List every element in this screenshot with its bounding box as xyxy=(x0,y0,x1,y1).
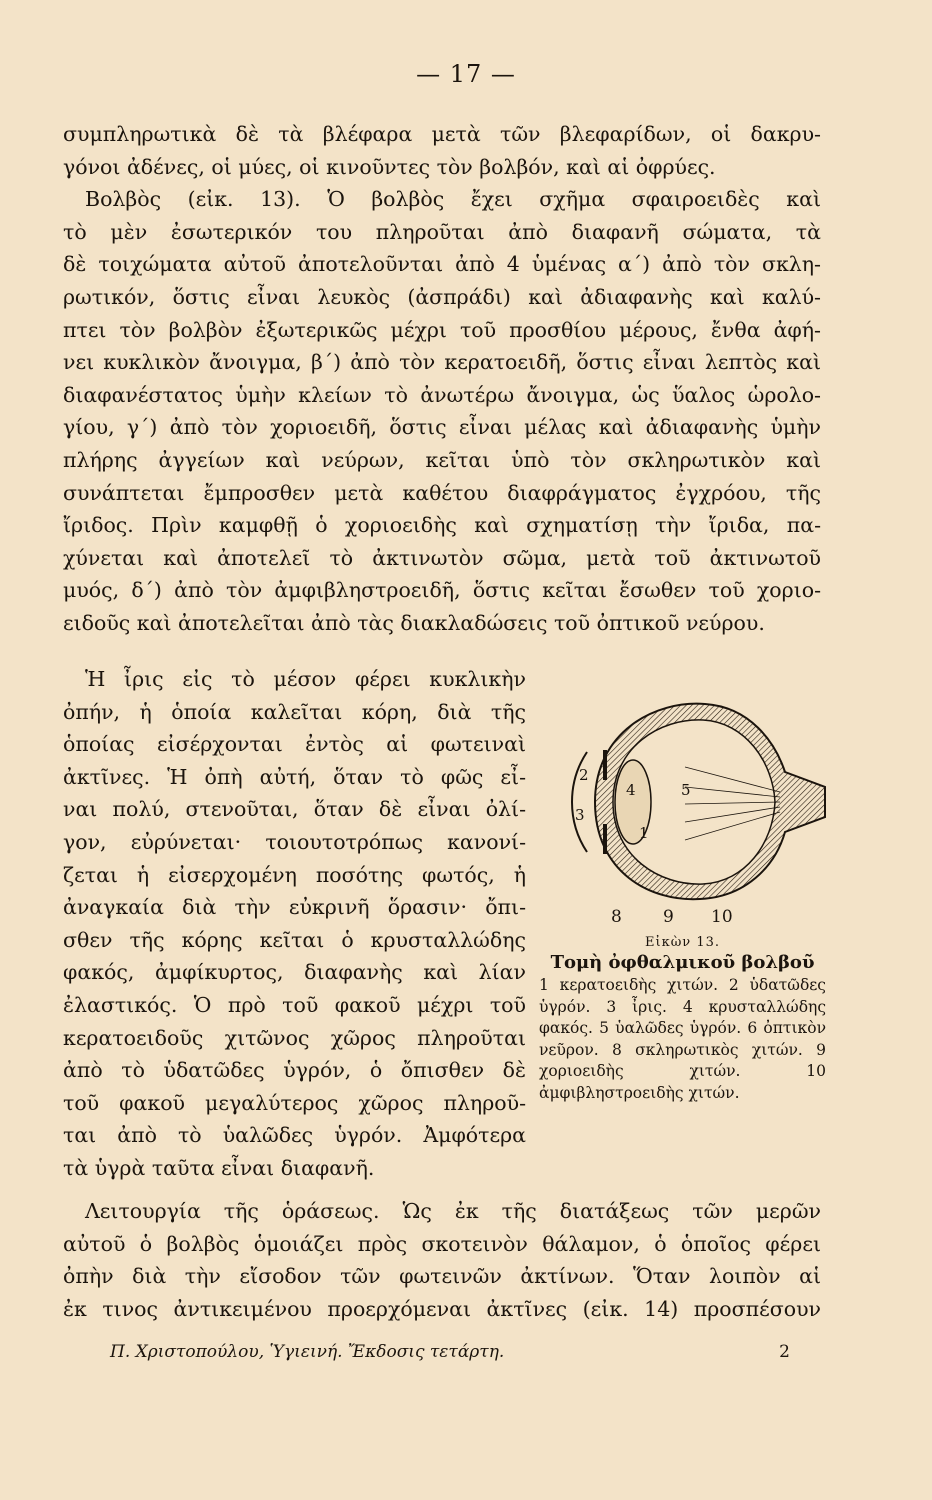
text-line: γόνοι ἀδένες, οἱ μύες, οἱ κινοῦντες τὸν βολβόν, καὶ αἱ ὀφρύες. xyxy=(63,154,716,179)
paragraph-eyeball xyxy=(63,118,821,640)
text-line: ναι πολύ, στενοῦται, ὅταν δὲ εἶναι ὀλί- xyxy=(63,797,526,822)
text-line: συμπληρωτικὰ δὲ τὰ βλέφαρα μετὰ τῶν βλεφαρίδων, οἱ δακρυ- xyxy=(63,122,821,146)
fig-num: 9 xyxy=(663,907,674,927)
text-line: ἴριδος. Πρὶν καμφθῇ ὁ χοριοειδὴς καὶ σχηματίσῃ τὴν ἴριδα, πα- xyxy=(63,513,821,538)
signature-mark: 2 xyxy=(779,1342,790,1362)
text-line: Λειτουργία τῆς ὁράσεως. Ὡς ἐκ τῆς διατάξεως τῶν μερῶν xyxy=(85,1199,821,1223)
text-line: ὀπὴν διὰ τὴν εἴσοδον τῶν φωτεινῶν ἀκτίνων. Ὅταν λοιπὸν αἱ xyxy=(63,1264,821,1289)
page-number: — 17 — xyxy=(416,60,516,88)
footer-source: Π. Χριστοπούλου, Ὑγιεινή. Ἔκδοσις τετάρτη. xyxy=(110,1342,505,1362)
text-line: ἐκ τινος ἀντικειμένου προερχόμεναι ἀκτῖνες (εἰκ. 14) προσπέσουν xyxy=(63,1296,821,1321)
text-line: ὁποίας εἰσέρχονται ἐντὸς αἱ φωτειναὶ xyxy=(63,732,526,757)
fig-num: 10 xyxy=(711,907,733,927)
paragraph-vision xyxy=(63,1195,821,1325)
text-line: πτει τὸν βολβὸν ἐξωτερικῶς μέχρι τοῦ προσθίου μέρους, ἔνθα ἀφή- xyxy=(63,317,821,342)
fig-num: 5 xyxy=(681,781,691,799)
text-line: ἀναγκαία διὰ τὴν εὐκρινῆ ὅρασιν· ὄπι- xyxy=(63,895,526,920)
figure-eye-section xyxy=(535,692,830,1104)
text-line: νει κυκλικὸν ἄνοιγμα, β΄) ἀπὸ τὸν κερατοειδῆ, ὅστις εἶναι λεπτὸς καὶ xyxy=(63,350,821,375)
text-line: δὲ τοιχώματα αὐτοῦ ἀποτελοῦνται ἀπὸ 4 ὑμένας α΄) ἀπὸ τὸν σκλη- xyxy=(63,252,821,277)
text-line: χύνεται καὶ ἀποτελεῖ τὸ ἀκτινωτὸν σῶμα, μετὰ τοῦ ἀκτινωτοῦ xyxy=(63,545,821,570)
page-footer xyxy=(110,1342,790,1362)
text-line: ὀπήν, ἡ ὁποία καλεῖται κόρη, διὰ τῆς xyxy=(63,699,526,724)
text-line: σθεν τῆς κόρης κεῖται ὁ κρυσταλλώδης xyxy=(63,927,526,952)
text-line: κερατοειδοῦς χιτῶνος χῶρος πληροῦται xyxy=(63,1025,526,1050)
text-line: ζεται ἡ εἰσερχομένη ποσότης φωτός, ἡ xyxy=(63,862,526,887)
figure-description: 1 κερατοειδὴς χιτών. 2 ὑδατῶδες ὑγρόν. 3 ἶρις. 4 κρυσταλλώδης φακός. 5 ὑαλῶδες ὑγρόν. 6 ὀπτικὸν νεῦρον. 8 σκληρωτικὸς χιτών. 9 χοριοειδὴς χιτών. 10 ἀμφιβληστροειδὴς χιτών. xyxy=(539,976,826,1102)
fig-num: 8 xyxy=(611,907,622,927)
text-line: Ἡ ἶρις εἰς τὸ μέσον φέρει κυκλικὴν xyxy=(85,667,526,691)
fig-num: 4 xyxy=(626,781,636,799)
figure-caption: Τομὴ ὀφθαλμικοῦ βολβοῦ xyxy=(550,952,815,973)
text-line: μυός, δ΄) ἀπὸ τὸν ἀμφιβληστροειδῆ, ὅστις κεῖται ἔσωθεν τοῦ χοριο- xyxy=(63,578,821,603)
text-line: τὰ ὑγρὰ ταῦτα εἶναι διαφανῆ. xyxy=(63,1155,375,1180)
text-line: ρωτικόν, ὅστις εἶναι λευκὸς (ἀσπράδι) καὶ ἀδιαφανὴς καὶ καλύ- xyxy=(63,284,821,309)
text-line: συνάπτεται ἔμπροσθεν μετὰ καθέτου διαφράγματος ἐγχρόου, τῆς xyxy=(63,480,821,505)
text-line: γον, εὐρύνεται· τοιουτοτρόπως κανονί- xyxy=(63,829,526,854)
figure-label: Εἰκὼν 13. xyxy=(644,935,721,950)
text-line: ἐλαστικός. Ὁ πρὸ τοῦ φακοῦ μέχρι τοῦ xyxy=(63,992,526,1017)
text-line: τὸ μὲν ἐσωτερικόν του πληροῦται ἀπὸ διαφανῆ σώματα, τὰ xyxy=(63,219,821,244)
paragraph-iris xyxy=(63,663,526,1185)
text-line: πλήρης ἀγγείων καὶ νεύρων, κεῖται ὑπὸ τὸν σκληρωτικὸν καὶ xyxy=(63,447,821,472)
text-line: φακός, ἀμφίκυρτος, διαφανὴς καὶ λίαν xyxy=(63,960,526,985)
fig-num: 3 xyxy=(575,806,585,824)
text-line: αὐτοῦ ὁ βολβὸς ὁμοιάζει πρὸς σκοτεινὸν θάλαμον, ὁ ὁποῖος φέρει xyxy=(63,1231,821,1256)
eye-diagram xyxy=(535,692,830,937)
text-line: ἀπὸ τὸ ὑδατῶδες ὑγρόν, ὁ ὄπισθεν δὲ xyxy=(63,1058,526,1083)
text-line: ειδοῦς καὶ ἀποτελεῖται ἀπὸ τὰς διακλαδώσεις τοῦ ὀπτικοῦ νεύρου. xyxy=(63,610,765,635)
text-line: Βολβὸς (εἰκ. 13). Ὁ βολβὸς ἔχει σχῆμα σφαιροειδὲς καὶ xyxy=(85,187,821,212)
text-line: ἀκτῖνες. Ἡ ὀπὴ αὐτή, ὅταν τὸ φῶς εἶ- xyxy=(63,764,526,789)
text-line: τοῦ φακοῦ μεγαλύτερος χῶρος πληροῦ- xyxy=(63,1090,526,1115)
text-line: γίου, γ΄) ἀπὸ τὸν χοριοειδῆ, ὅστις εἶναι μέλας καὶ ἀδιαφανὴς ὑμὴν xyxy=(63,415,821,440)
fig-num: 2 xyxy=(579,766,589,784)
text-line: διαφανέστατος ὑμὴν κλείων τὸ ἀνωτέρω ἄνοιγμα, ὡς ὕαλος ὡρολο- xyxy=(63,382,821,407)
fig-num: 1 xyxy=(639,824,649,842)
text-line: ται ἀπὸ τὸ ὑαλῶδες ὑγρόν. Ἀμφότερα xyxy=(63,1123,526,1148)
